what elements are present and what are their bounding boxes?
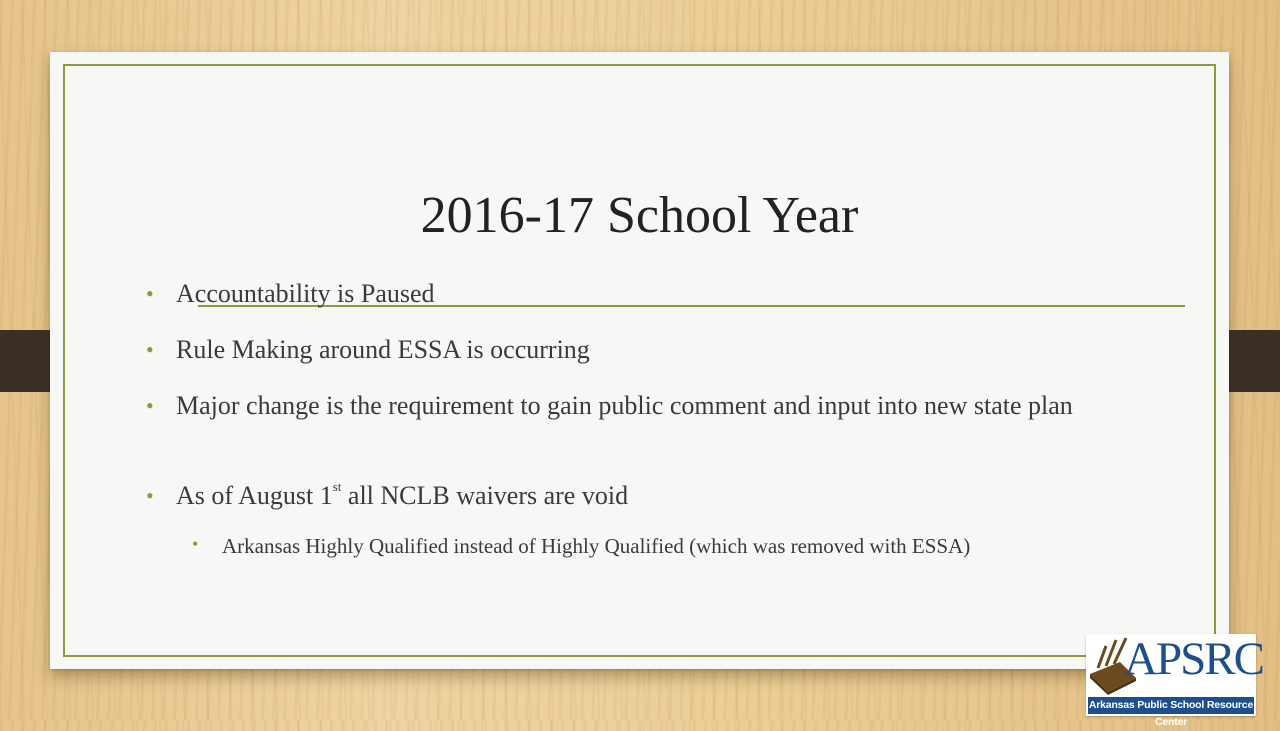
bullet-text: Accountability is Paused <box>176 279 435 308</box>
bullet-item <box>146 478 628 513</box>
sub-bullet-icon: • <box>192 534 199 554</box>
slide-title: 2016-17 School Year <box>420 187 859 244</box>
sub-bullet-text: Arkansas Highly Qualified instead of Highly Qualified (which was removed with ESSA) <box>222 534 971 558</box>
bullet-item <box>146 276 435 311</box>
bullet-icon: • <box>146 281 154 306</box>
bullet-icon: • <box>146 393 154 418</box>
bullet-icon: • <box>146 337 154 362</box>
bullet-text-before: As of August 1 <box>176 481 333 510</box>
bullet-superscript: st <box>332 479 342 495</box>
bullet-text: Major change is the requirement to gain public comment and input into new state plan <box>176 391 1073 420</box>
bullet-text-after: all NCLB waivers are void <box>341 481 629 510</box>
bullet-icon: • <box>146 483 154 508</box>
logo-caption: Arkansas Public School Resource Center <box>1088 699 1254 728</box>
sub-bullet-item <box>192 531 970 561</box>
logo-wordmark: APSRC <box>1124 633 1263 685</box>
bullet-item <box>146 388 1146 423</box>
bullet-text: Rule Making around ESSA is occurring <box>176 335 590 364</box>
apsrc-logo <box>1086 633 1263 728</box>
bullet-item <box>146 332 590 367</box>
